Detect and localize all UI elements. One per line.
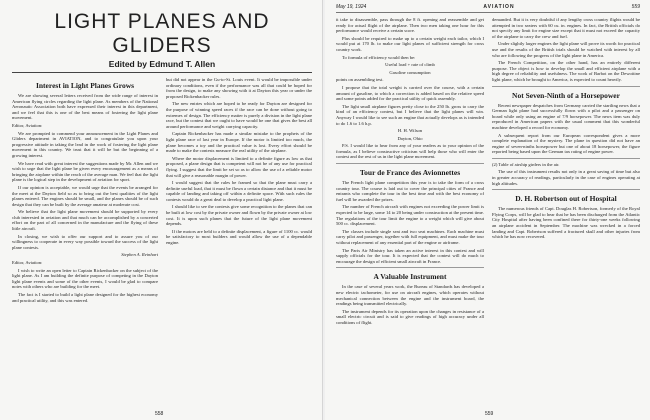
article-paragraph: If the motors are held to a definite displacement, a figure of 1100 cc. would be satisfactory to most builders and would allow the use of a dependable engine. xyxy=(166,228,312,246)
article-paragraph: I wish to write an open letter to Captain Rickenbacker on the subject of the light plane. As I am building the definite purpose of competing in the Dayton light plane events and some of the other events, I would be glad to compare notes with others who are building for the meet. xyxy=(12,267,158,290)
letter-signature: Stephen A. Reinhart xyxy=(121,252,158,258)
article-paragraph: Recent newspaper despatches from Germany carried the startling news that a German light plane had successfully flown with a pilot and a passenger on board while only using an engine of 7/9 horsepower. The news item was duly reproduced in American papers with the usual comment that this wonderful machine developed a record for economy. xyxy=(492,102,640,130)
issue-date: May 19, 1924 xyxy=(336,4,367,10)
article-paragraph: points on assembling test. xyxy=(336,77,384,83)
article-title: A Valuable Instrument xyxy=(373,272,447,282)
article-paragraph: The number of French aircraft with engines not exceeding the power limit is expected to be large, some 14 to 20 being under construction at the present time. The regulations of the tour limit the engine to a weight which will give about 500 cc. displacement. xyxy=(336,204,484,227)
article-title: Not Seven-Ninth of a Horsepower xyxy=(512,90,620,100)
letter-signature: H. H. Wilson xyxy=(397,128,423,134)
article-title: Tour de France des Avionnettes xyxy=(359,168,461,178)
section-title: LIGHT PLANES AND GLIDERS xyxy=(54,10,270,57)
right-column-1 xyxy=(336,17,484,328)
article-paragraph: The instrument depends for its operation upon the changes in resistance of a small electric circuit and is said to give readings of high accuracy under all conditions of flight. xyxy=(336,308,484,325)
right-columns xyxy=(336,17,640,328)
article-paragraph: We are showing several letters received from the wide range of interest in American flying circles regarding the light plane. As members of the National Aeronautic Association both have expressed their interest in this department, and we feel that this is one of the best means of fostering the light plane movement. xyxy=(12,93,158,121)
article-paragraph: Under slightly larger engines the light plane will prove its worth for practical use and the results of the British trials should be watched with interest by all who are following the progress of the light plane in America. xyxy=(492,41,640,58)
section-divider xyxy=(492,158,640,159)
article-paragraph: We are prompted to commend your announcement in the Light Planes and Gliders department in AVIATION, and to congratulate you upon your progressive attitude in taking the lead in the work of fostering the light plane movement in this country. We trust that it will be but the beginning of a growing interest. xyxy=(12,130,158,158)
article-paragraph: In closing, we wish to offer our support and to assure you of our willingness to cooperate in every way possible toward the success of the light plane contests. xyxy=(12,233,158,250)
article-paragraph: P.S. I would like to hear from any of your readers as to your opinion of the formula, as I believe constructive criticism will help those who will enter the contest and the rest of us in the light plane movement. xyxy=(336,143,484,160)
article-paragraph: To formula of efficiency would then be: xyxy=(342,54,416,60)
left-column-2 xyxy=(166,77,312,305)
article-paragraph: The fact is I started to build a light plane designed for the highest economy and practical utility, and this was entered. xyxy=(12,292,158,303)
article-paragraph: it take to disassemble, pass through the 8 ft. opening and reassemble and get ready for actual flight of the airplane. Then two men taking one hour for this performance would receive a certain score. xyxy=(336,17,484,34)
article-paragraph: The use of this instrument results not only in a great saving of time but also in greater accuracy of readings, particularly in the case of engines operating at high altitudes. xyxy=(492,169,640,186)
letter-place: Dayton, Ohio xyxy=(397,135,423,141)
letter-salutation: Editor, Aviation: xyxy=(12,122,43,128)
page-number: 559 xyxy=(485,411,494,417)
running-header xyxy=(336,4,640,13)
formula-numerator: Useful load + rate of climb xyxy=(385,62,435,68)
article-paragraph: The numerous friends of Capt. Douglas H. Robertson, formerly of the Royal Flying Corps, will be glad to hear that he has been discharged from the Atlantic City Hospital after having been confined there for thirty-one weeks following an airplane accident in September. The machine was wrecked in a forced landing and Capt. Robertson suffered a fractured skull and other injuries from which he has now recovered. xyxy=(492,206,640,240)
header-page-number: 559 xyxy=(631,4,640,10)
article-paragraph: The Paris Air Ministry has taken an active interest in this contest and will supply officials for the tour. It is expected that the contest will do much to encourage the design of efficient small aircraft in France. xyxy=(336,247,484,264)
article-paragraph: (2) Table of airship girders in the air. xyxy=(492,161,560,167)
article-paragraph: I propose that the total weight is carried over the course, with a certain amount of gasoline, to which a correction is added based on the relative speed and some points added for the practical utility of quick assembly. xyxy=(336,84,484,102)
article-paragraph: I would suggest that the rules be framed so that the plane must carry a definite useful load, that it must be flown a certain distance and that it must be capable of landing and taking off within a definite space. With such rules the contests would do a great deal to develop a practical light plane. xyxy=(166,180,312,202)
article-paragraph: The French Competition, on the other hand, has an entirely different purpose. The object is how to develop the small and efficient airplane with a high degree of reliability and usefulness. The work of Barbot on the Dewoitine light plane, which he brought to America, is expected to count heavily. xyxy=(492,60,640,82)
article-paragraph: The French light plane competition this year is to take the form of a cross country tour. The course is laid out to cover the principal cities of France and entrants who complete the tour in the best time and with the best economy of fuel will be awarded the prizes. xyxy=(336,180,484,202)
article-paragraph: In the case of several years work, the Bureau of Standards has developed a new electric tachometer, for use on aircraft engines, which operates without mechanical connection between the engine and the instrument board, the readings being transmitted electrically. xyxy=(336,284,484,307)
article-paragraph: The light small airplane figures pretty close to the 250 lb. gross to carry the kind of an efficiency contest, but I believe that the light planes will win. Anyway I would like to see such an engine that actually develops as is intended to do 1.6 to 1.6 h.p. xyxy=(336,103,484,126)
formula-denominator: Gasoline consumption xyxy=(389,69,431,75)
magazine-name: AVIATION xyxy=(483,4,515,10)
left-columns xyxy=(12,77,312,305)
article-paragraph: If our opinion is acceptable, we would urge that the events be arranged for the meet at the Dayton field so as to bring out the best qualities of the light planes entered. The engines should be small, and the planes should be of such design that they can be built by the average amateur at moderate cost. xyxy=(12,184,158,207)
article-paragraph: A subsequent report from our European correspondent gives a more complete explanation of the mystery. The plane in question did not have an engine of seven-ninths horsepower but one of about 18 horsepower, the figure reported being based upon the German tax rating of engine power. xyxy=(492,132,640,155)
left-column-1 xyxy=(12,77,158,305)
section-divider xyxy=(336,267,484,268)
article-paragraph: Where the motor displacement is limited to a definite figure as low as that proposed, a plane design that is competent will not be of any use for practical flying. I suggest that the limit be set so as to allow the use of a reliable motor that will give a reasonable margin of power. xyxy=(166,155,312,178)
article-paragraph: demanded. But it is very doubtful if any lengthy cross country flights would be attempted in two seaters with 60 cu. in. engines. In fact, the British officials do not specify any limit for engine size except that it must not exceed the capacity of the airplane to carry the crew and fuel. xyxy=(492,17,640,39)
right-column-2 xyxy=(492,17,640,328)
article-paragraph: Plus should be required to make up to a certain weight each tailor, which I would put at 170 lb. to make our light planes of sufficient strength for cross country work. xyxy=(336,35,484,52)
article-paragraph: I should like to see the contests give some recognition to the planes that can be built at low cost by the private owner and flown by the private owner at low cost. It is upon such planes that the future of the light plane movement depends. xyxy=(166,204,312,227)
section-divider xyxy=(336,163,484,164)
article-paragraph: We believe that the light plane movement should be supported by every club interested in aviation and that much can be accomplished by a concerted effort on the part of all concerned in the manufacture and the flying of these little aircraft. xyxy=(12,209,158,232)
section-divider xyxy=(492,86,640,87)
right-page xyxy=(325,0,650,420)
article-paragraph: The new entries which are hoped to be ready for Dayton are designed for the purpose of winning speed races if the race can be done without going to extremes of design. The efficiency matter is purely a division in the light plane race, but the contest that we ought to have would be one that gives the best all around performance and weight carrying capacity. xyxy=(166,101,312,129)
article-paragraph: We have read with great interest the suggestions made by Mr. Allen and we wish to urge that the light plane be given every encouragement as a means of bringing the airplane within the reach of the average man. We feel that the light plane is the logical step in the development of aviation for sport. xyxy=(12,160,158,183)
page-number: 558 xyxy=(155,411,164,417)
article-title: D. H. Robertson out of Hospital xyxy=(515,194,617,204)
article-paragraph: but did not appear in the Gu-to-St. Louis event. It would be impossible under ordinary conditions, even if the performance was all that could be hoped for from the design, to make any showing with it at Dayton this year or under the proposed Rickenbacker rules. xyxy=(166,77,312,99)
article-paragraph: Captain Rickenbacker has made a similar mistake to the prophets of the light plane race of last year in Europe. If the motor is limited too much, the plane becomes a toy and the practical value is lost. Every effort should be made to make the contests measure the real utility of the airplane. xyxy=(166,131,312,154)
left-page xyxy=(0,0,323,420)
section-editor: Edited by Edmund T. Allen xyxy=(108,59,216,69)
section-divider xyxy=(492,189,640,190)
section-masthead xyxy=(12,10,312,73)
article-title: Interest in Light Planes Grows xyxy=(35,81,135,90)
article-paragraph: The classes include single seat and two seat machines. Each machine must carry pilot and passenger, together with full equipment, and must make the tour without replacement of any essential part of the engine or airframe. xyxy=(336,228,484,245)
letter-salutation: Editor, Aviation: xyxy=(12,260,43,266)
